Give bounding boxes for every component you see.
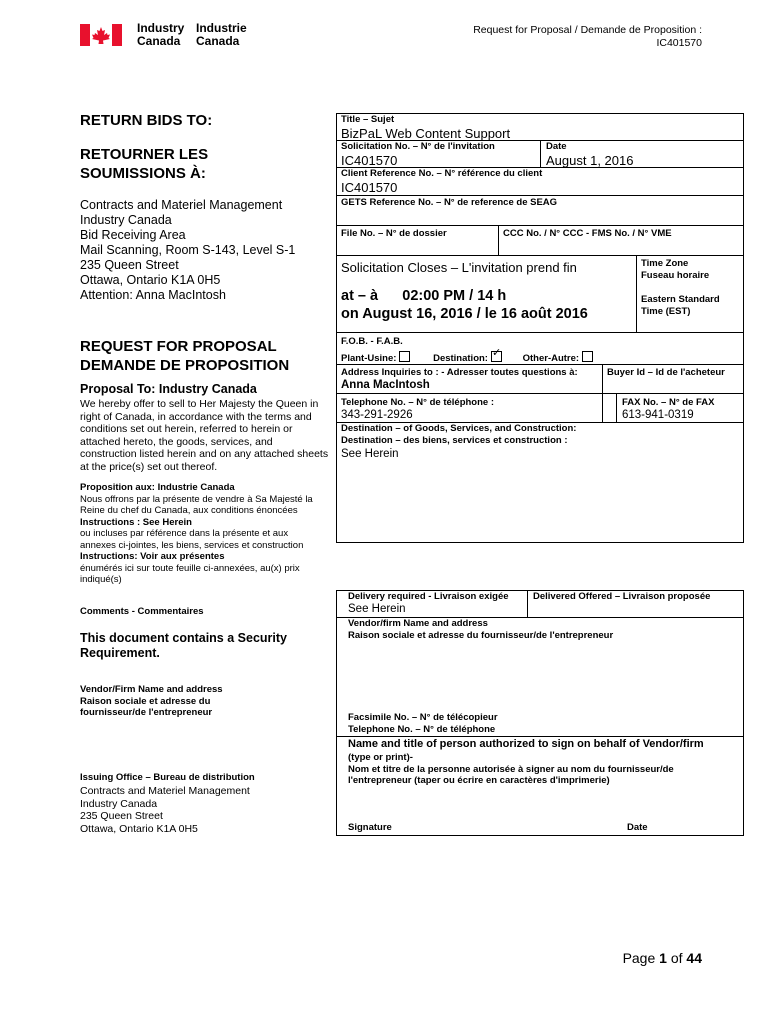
signer-name-title-label: Name and title of person authorized to sign on behalf of Vendor/firm [348,738,704,750]
divider [336,332,743,333]
instructions-en: Instructions : See Herein [80,516,192,528]
proposition-label: Proposition aux: Industrie Canada [80,482,235,493]
closes-time: at – à 02:00 PM / 14 h [341,288,507,304]
solicitation-label: Solicitation No. – N° de l'invitation [341,141,495,152]
rfp-title: REQUEST FOR PROPOSAL DEMANDE DE PROPOSITION [80,338,290,374]
other-autre-label: Other-Autre: [522,353,580,364]
page-of: of [666,950,687,966]
canada-logo [80,22,280,48]
page-prefix: Page [622,950,660,966]
fob-label: F.O.B. - F.A.B. [341,336,403,347]
destination-label: Destination: [433,353,488,364]
time-zone-value: Eastern Standard Time (EST) [641,294,720,317]
signature-date-label: Date [627,822,648,833]
divider [636,255,637,332]
divider [336,225,743,226]
offer-text-fr-3: énumérés ici sur toute feuille ci-annexées, au(x) prix indiqué(s) [80,562,300,585]
gets-ref-label: GETS Reference No. – N° de reference de SEAG [341,197,558,208]
delivery-required-label: Delivery required - Livraison exigée [348,591,509,602]
issuing-office-label: Issuing Office – Bureau de distribution [80,772,255,783]
divider [336,736,743,737]
solicitation-value: IC401570 [341,153,398,168]
destination-goods-value: See Herein [341,448,399,460]
buyer-id-label: Buyer Id – Id de l'acheteur [607,367,725,378]
divider [336,195,743,196]
retourner-heading: RETOURNER LES SOUMISSIONS À: [80,146,209,182]
page-number [600,950,702,966]
comments-label: Comments - Commentaires [80,606,204,617]
plant-usine-checkbox[interactable] [399,351,410,362]
reference-line-2: IC401570 [656,36,702,49]
inquiries-label: Address Inquiries to : - Adresser toutes questions à: [341,367,578,378]
proposal-to: Proposal To: Industry Canada [80,382,257,396]
logo-text-fr: Industrie Canada [196,21,247,48]
offer-text-en: We hereby offer to sell to Her Majesty the Queen in right of Canada, in accordance with the terms and conditions set out herein, referred to herein or attached hereto, the goods, services, and construction listed herein and on any attached sheets at the price(s) set out thereof. [80,398,329,473]
issuing-office-address: Contracts and Materiel Management Industry Canada 235 Queen Street Ottawa, Ontario K1A 0H5 [80,785,250,835]
date-value: August 1, 2016 [546,153,634,168]
file-no-label: File No. – N° de dossier [341,228,447,239]
signer-name-title-sub: (type or print)- Nom et titre de la personne autorisée à signer au nom du fournisseur/de l'entrepreneur (taper ou écrire en caractères d'imprimerie) [348,752,674,786]
destination-goods-label: Destination – of Goods, Services, and Construction: Destination – des biens, services et construction : [341,423,577,446]
security-note: This document contains a Security Requirement. [80,631,287,660]
divider [336,364,743,365]
plant-usine-label: Plant-Usine: [341,353,397,364]
other-autre-checkbox[interactable] [582,351,593,362]
client-ref-value: IC401570 [341,180,398,195]
return-address: Contracts and Materiel Management Industry Canada Bid Receiving Area Mail Scanning, Room S-143, Level S-1 235 Queen Street Ottawa, Ontario K1A 0H5 Attention: Anna MacIntosh [80,198,296,302]
divider [527,590,528,617]
divider [336,255,743,256]
destination-checkbox[interactable] [491,351,502,362]
title-value: BizPaL Web Content Support [341,126,511,141]
time-zone-label: Time Zone Fuseau horaire [641,258,710,281]
divider [540,140,541,167]
reference-line-1: Request for Proposal / Demande de Proposition : [473,24,702,36]
divider [616,393,617,422]
client-ref-label: Client Reference No. – N° référence du client [341,168,543,179]
title-label: Title – Sujet [341,114,395,125]
vendor-label-left: Vendor/Firm Name and address Raison sociale et adresse du fournisseur/de l'entrepreneur [80,684,223,718]
canada-flag-icon [80,24,122,46]
divider [498,225,499,255]
signature-label: Signature [348,822,392,833]
facsimile-telephone-label: Facsimile No. – N° de télécopieur Telephone No. – N° de téléphone [348,712,498,735]
telephone-label: Telephone No. – N° de téléphone : [341,397,494,408]
logo-text-en: Industry Canada [137,21,185,48]
offer-text-fr-block [80,482,325,586]
return-bids-heading: RETURN BIDS TO: [80,112,213,129]
fax-label: FAX No. – N° de FAX [622,397,715,408]
page-current: 1 [659,950,667,966]
inquiries-value: Anna MacIntosh [341,379,430,391]
closes-date: on August 16, 2016 / le 16 août 2016 [341,306,588,322]
fob-options [341,351,611,365]
instructions-fr: Instructions: Voir aux présentes [80,551,225,562]
page-total: 44 [686,950,702,966]
vendor-firm-label: Vendor/firm Name and address Raison sociale et adresse du fournisseur/de l'entrepreneur [348,618,614,641]
fax-value: 613-941-0319 [622,409,694,421]
date-label: Date [546,141,567,152]
divider [336,393,743,394]
delivery-required-value: See Herein [348,603,406,615]
request-reference [420,24,702,49]
ccc-no-label: CCC No. / N° CCC - FMS No. / N° VME [503,228,672,239]
offer-text-fr-2: ou incluses par référence dans la présente et aux annexes ci-jointes, les biens, services et construction [80,528,304,551]
telephone-value: 343-291-2926 [341,409,413,421]
delivery-offered-label: Delivered Offered – Livraison proposée [533,591,711,602]
closes-label: Solicitation Closes – L'invitation prend fin [341,260,577,275]
offer-text-fr-1: Nous offrons par la présente de vendre à Sa Majesté la Reine du chef du Canada, aux conditions énoncées [80,493,313,516]
